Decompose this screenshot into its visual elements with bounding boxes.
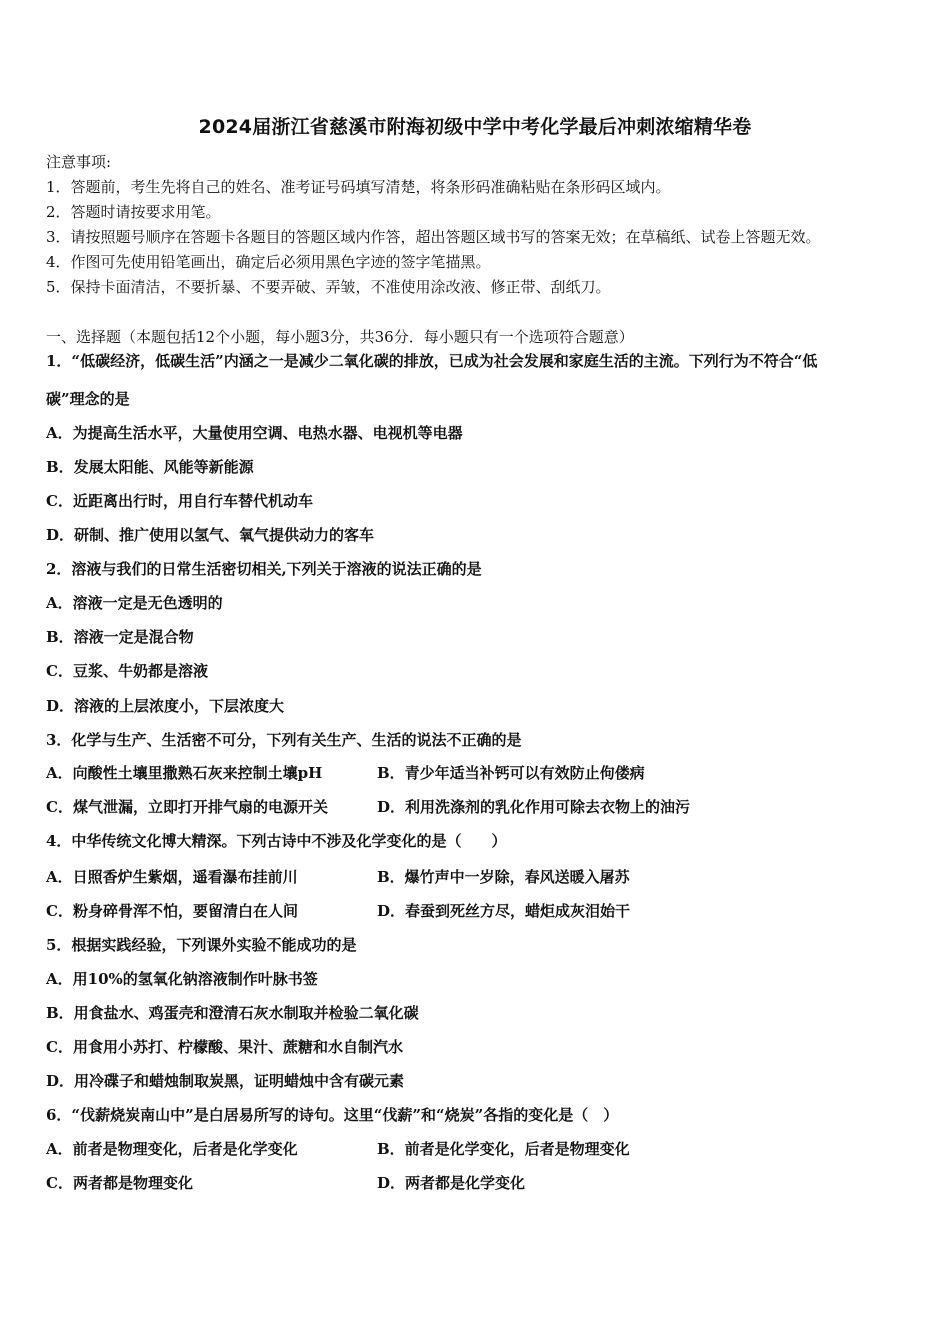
option-a: A．用10%的氢氧化钠溶液制作叶脉书签 (46, 970, 318, 988)
question-stem: 2．溶液与我们的日常生活密切相关,下列关于溶液的说法正确的是 (46, 560, 482, 578)
option-b: B．爆竹声中一岁除，春风送暖入屠苏 (377, 868, 630, 886)
question-stem: 5．根据实践经验，下列课外实验不能成功的是 (46, 936, 357, 954)
notice-heading: 注意事项: (46, 153, 112, 171)
notice-item: 3．请按照题号顺序在答题卡各题目的答题区域内作答，超出答题区域书写的答案无效；在草稿纸、试卷上答题无效。 (46, 228, 821, 246)
option-c: C．煤气泄漏，立即打开排气扇的电源开关 (46, 798, 328, 816)
notice-item: 1．答题前，考生先将自己的姓名、准考证号码填写清楚，将条形码准确粘贴在条形码区域内。 (46, 178, 671, 196)
option-b: B．青少年适当补钙可以有效防止佝偻病 (377, 764, 645, 782)
option-c: C．用食用小苏打、柠檬酸、果汁、蔗糖和水自制汽水 (46, 1038, 403, 1056)
option-b: B．溶液一定是混合物 (46, 628, 194, 646)
option-c: C．两者都是物理变化 (46, 1174, 193, 1192)
section-header: 一、选择题（本题包括12个小题，每小题3分，共36分．每小题只有一个选项符合题意） (46, 328, 634, 346)
option-a: A．前者是物理变化，后者是化学变化 (46, 1140, 298, 1158)
option-b: B．用食盐水、鸡蛋壳和澄清石灰水制取并检验二氧化碳 (46, 1004, 419, 1022)
question-stem: 6．“伐薪烧炭南山中”是白居易所写的诗句。这里“伐薪”和“烧炭”各指的变化是（ ） (46, 1106, 619, 1124)
question-stem: 4．中华传统文化博大精深。下列古诗中不涉及化学变化的是（ ） (46, 832, 507, 850)
notice-item: 4．作图可先使用铅笔画出，确定后必须用黑色字迹的签字笔描黑。 (46, 253, 491, 271)
option-a: A．为提高生活水平，大量使用空调、电热水器、电视机等电器 (46, 424, 463, 442)
option-c: C．近距离出行时，用自行车替代机动车 (46, 492, 313, 510)
option-d: D．两者都是化学变化 (377, 1174, 526, 1192)
question-stem: 3．化学与生产、生活密不可分，下列有关生产、生活的说法不正确的是 (46, 731, 522, 749)
option-a: A．日照香炉生紫烟，遥看瀑布挂前川 (46, 868, 298, 886)
notice-item: 5．保持卡面清洁，不要折暴、不要弄破、弄皱，不准使用涂改液、修正带、刮纸刀。 (46, 278, 611, 296)
option-d: D．春蚕到死丝方尽，蜡炬成灰泪始干 (377, 902, 631, 920)
option-d: D．研制、推广使用以氢气、氧气提供动力的客车 (46, 526, 375, 544)
option-a: A．向酸性土壤里撒熟石灰来控制土壤pH (46, 764, 323, 782)
question-stem-continued: 碳”理念的是 (46, 390, 130, 408)
option-c: C．豆浆、牛奶都是溶液 (46, 662, 208, 680)
option-b: B．发展太阳能、风能等新能源 (46, 458, 254, 476)
option-a: A．溶液一定是无色透明的 (46, 594, 223, 612)
page-title: 2024届浙江省慈溪市附海初级中学中考化学最后冲刺浓缩精华卷 (198, 116, 752, 138)
option-b: B．前者是化学变化，后者是物理变化 (377, 1140, 630, 1158)
notice-item: 2．答题时请按要求用笔。 (46, 203, 221, 221)
question-stem: 1．“低碳经济，低碳生活”内涵之一是减少二氧化碳的排放，已成为社会发展和家庭生活的主流。下列行为不符合“低 (46, 352, 818, 370)
option-d: D．溶液的上层浓度小，下层浓度大 (46, 697, 285, 715)
option-d: D．利用洗涤剂的乳化作用可除去衣物上的油污 (377, 798, 691, 816)
option-c: C．粉身碎骨浑不怕，要留清白在人间 (46, 902, 298, 920)
option-d: D．用冷碟子和蜡烛制取炭黑，证明蜡烛中含有碳元素 (46, 1072, 405, 1090)
